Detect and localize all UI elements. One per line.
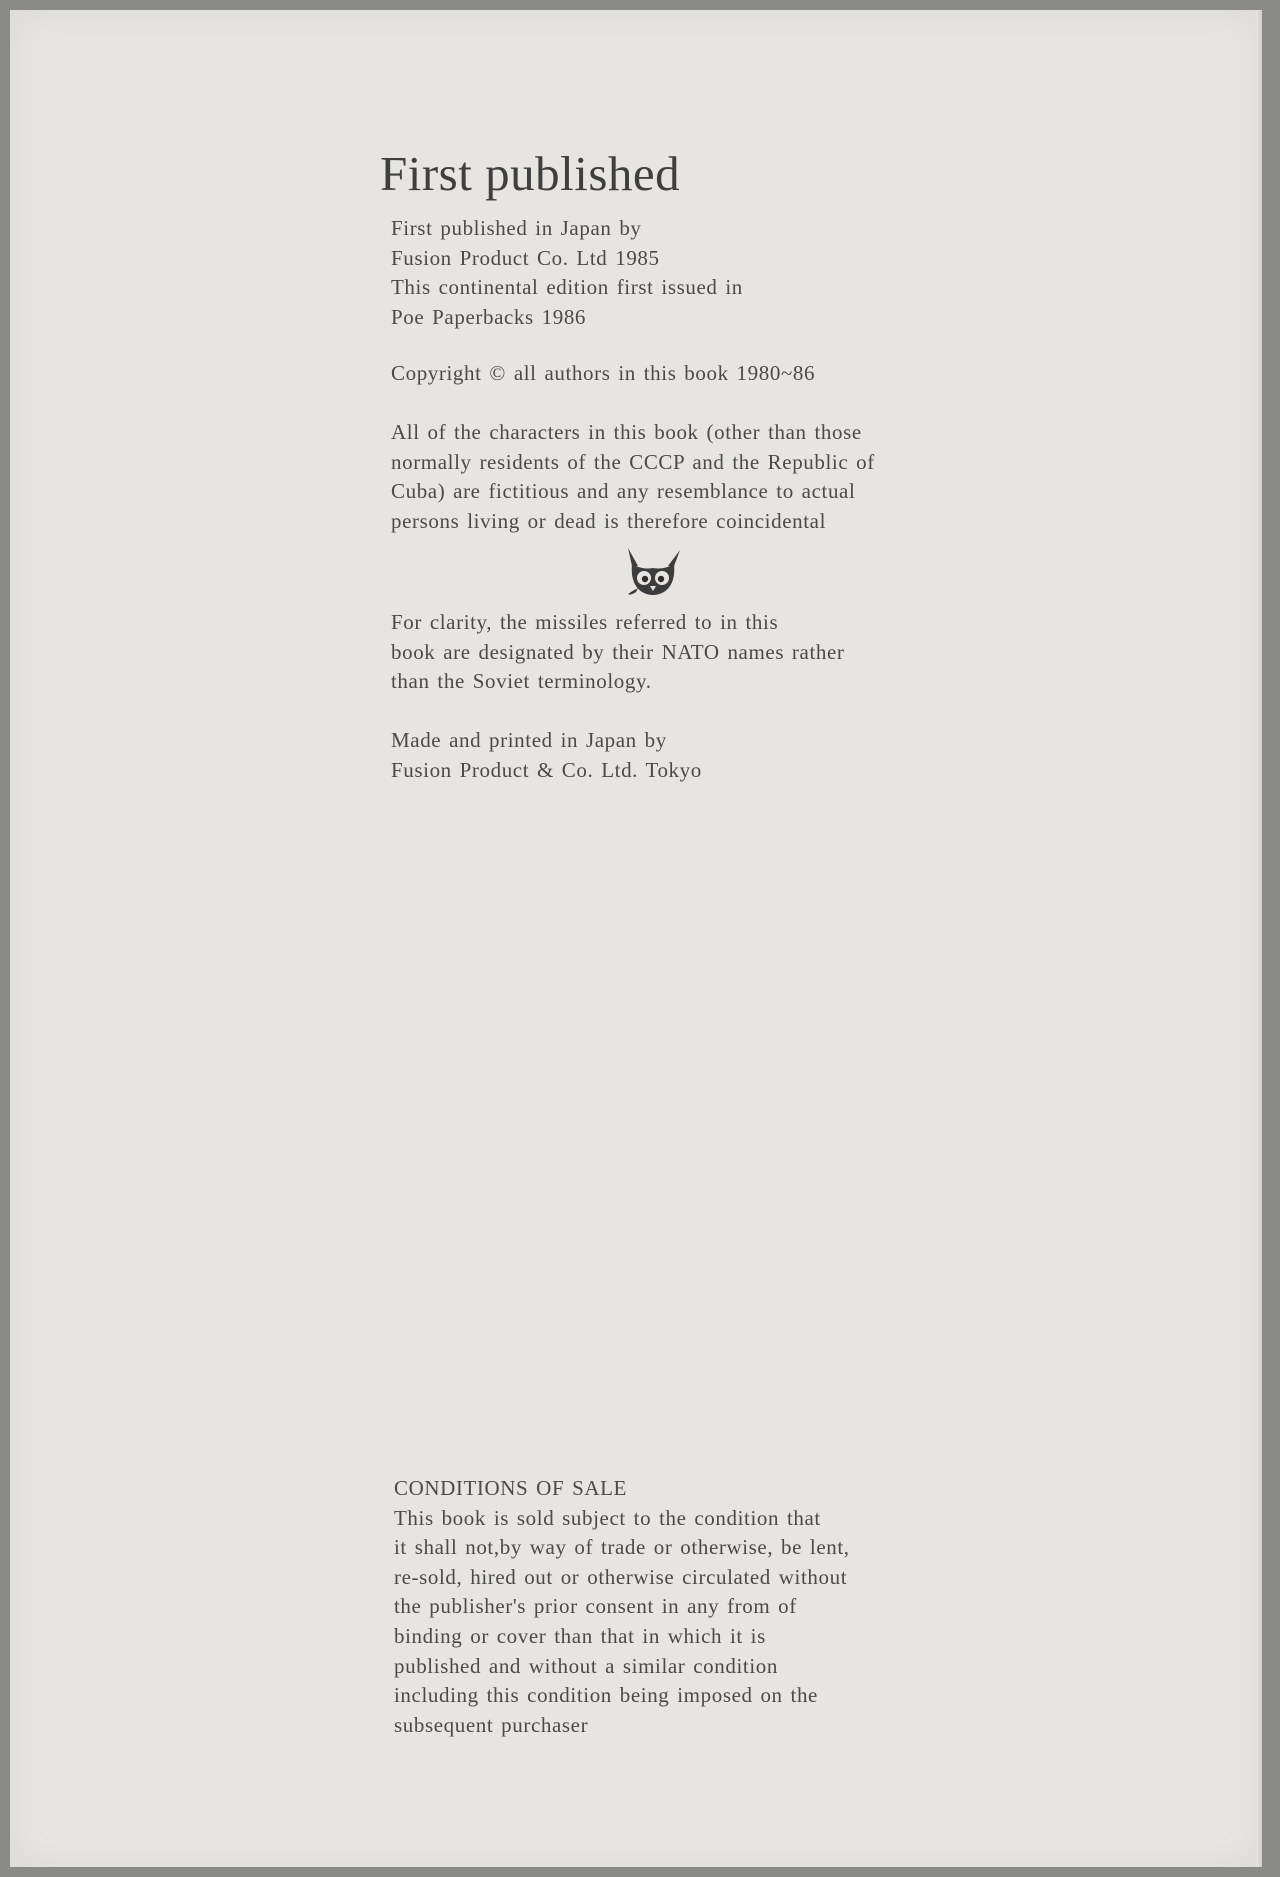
printer-line: Fusion Product & Co. Ltd. Tokyo: [391, 757, 702, 782]
conditions-line: binding or cover than that in which it is: [394, 1623, 766, 1648]
clarity-line: For clarity, the missiles referred to in this: [391, 610, 779, 634]
publication-line: This continental edition first issued in: [391, 275, 743, 300]
conditions-line: subsequent purchaser: [394, 1712, 589, 1737]
owl-emblem-icon: [622, 544, 684, 600]
conditions-of-sale: [394, 1474, 850, 1740]
conditions-line: including this condition being imposed on the: [394, 1683, 818, 1708]
conditions-line: the publisher's prior consent in any from of: [394, 1594, 797, 1619]
disclaimer-line: normally residents of the CCCP and the Republic of: [391, 449, 875, 474]
conditions-line: This book is sold subject to the condition that: [394, 1505, 821, 1530]
conditions-line: it shall not,by way of trade or otherwise, be lent,: [394, 1535, 850, 1560]
publication-line: Poe Paperbacks 1986: [391, 304, 587, 329]
page-title: First published: [380, 146, 681, 201]
conditions-line: re-sold, hired out or otherwise circulated without: [394, 1564, 848, 1589]
conditions-heading: CONDITIONS OF SALE: [394, 1476, 627, 1500]
disclaimer-line: Cuba) are fictitious and any resemblance to actual: [391, 479, 856, 504]
publication-line: First published in Japan by: [391, 216, 642, 240]
copyright-notice: [391, 359, 815, 389]
conditions-line: published and without a similar condition: [394, 1653, 778, 1678]
fiction-disclaimer: [391, 418, 875, 536]
disclaimer-line: persons living or dead is therefore coincidental: [391, 508, 827, 533]
clarity-line: than the Soviet terminology.: [391, 669, 652, 694]
book-page: [10, 10, 1262, 1867]
page-edge: [1256, 10, 1262, 1867]
disclaimer-line: All of the characters in this book (other than those: [391, 420, 862, 444]
printer-info: [391, 726, 702, 785]
clarity-note: [391, 608, 845, 697]
publication-line: Fusion Product Co. Ltd 1985: [391, 245, 660, 270]
copyright-line: Copyright © all authors in this book 1980~86: [391, 361, 816, 385]
clarity-line: book are designated by their NATO names rather: [391, 639, 845, 664]
printer-line: Made and printed in Japan by: [391, 728, 667, 752]
publication-info: [391, 214, 743, 332]
